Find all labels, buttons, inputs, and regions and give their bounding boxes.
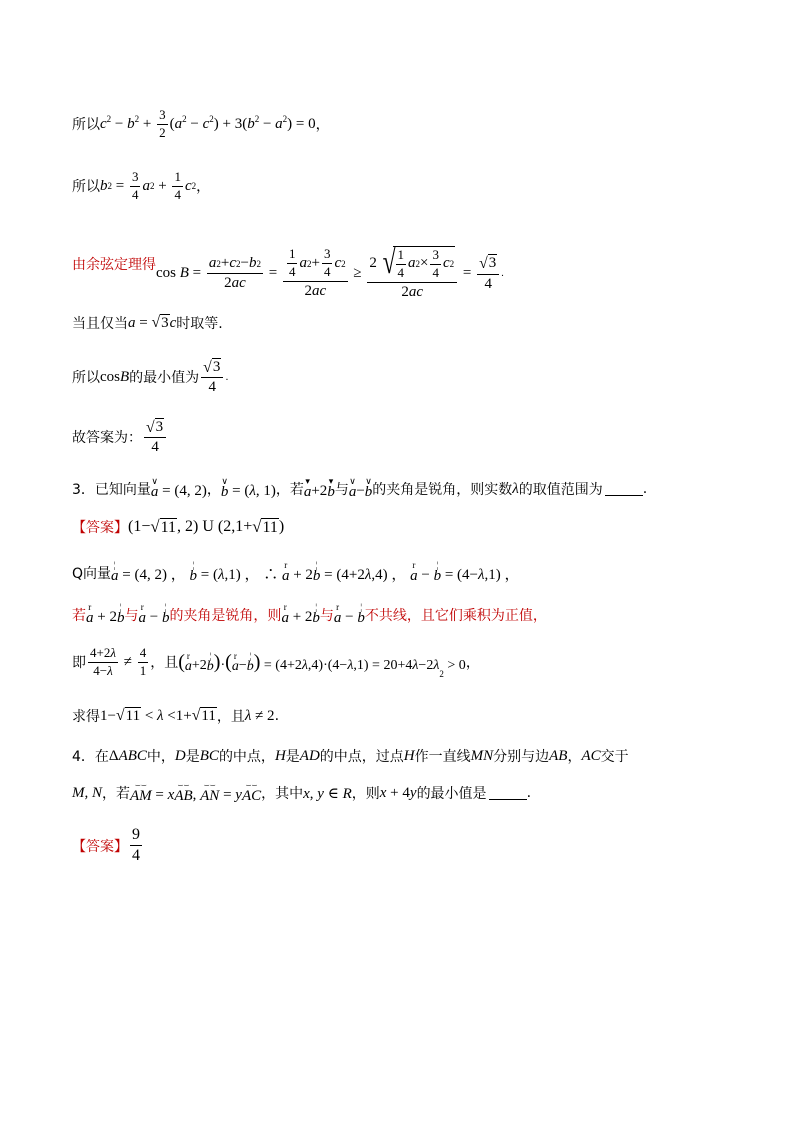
answer-value: $\frac{9}{4}$ — [132, 826, 140, 865]
text: 所以 — [72, 179, 100, 196]
answer-value: (1− √ 11 , 2) U (2,1+ √ 11 ) — [128, 516, 285, 536]
text: 当且仅当 — [72, 316, 128, 332]
q3-solution-4: 求得 1− √ 11 < λ <1+ √ 11 ，且 λ ≠ 2 . — [72, 707, 280, 725]
solution-line-5: 所以 cosB 的最小值为 √ 3 4 . — [72, 358, 229, 396]
question-4-cont: M, N ，若 ⌣⌣ AM = x ⌣⌣ AB , ⌣⌣ AN = y ⌣⌣ AC ，其中 x, y ∈ R ，则 x + 4y 的最小值是 . — [72, 780, 532, 804]
solution-line-3 — [72, 232, 504, 301]
question-3: 3． 已知向量 ∨ a = (4, 2) ， ∨ b = ( λ , 1) ，若 ▾ a +2 ▾ b 与 ∨ a − ∨ b 的夹角是锐角，则实数 λ 的取值范围为 . — [72, 476, 648, 500]
solution-line-2: 所以 b 2 = $\frac{3}{4}$ a 2 + $\frac{1}{4}$ c 2 ， — [72, 169, 211, 202]
answer-blank — [489, 787, 527, 800]
solution-line-1: 所以 $c^2 - b^2$ + $\frac{3}{2}$ $(a^2 - c^2) + 3(b^2 - a^2) = 0$ ， — [72, 107, 330, 140]
solution-line-4 — [72, 313, 223, 333]
equation: b 2 = $\frac{3}{4}$ a 2 + $\frac{1}{4}$ c 2 — [100, 169, 197, 202]
text: 时取等. — [176, 316, 223, 332]
solution-line-6: 故答案为： √ 3 4 — [72, 418, 168, 457]
equation: a = √ 3 c — [128, 314, 177, 332]
question-4: 4． 在 ΔABC 中， D 是 BC 的中点， H 是 AD 的中点，过点 H 作一直线 MN 分别与边 AB ， AC 交于 — [72, 747, 629, 765]
q3-solution-1: Q向量 ¦ a = (4, 2) ， ¦ b = ( λ ,1) ， ∴ r a + 2 ¦ b = (4+2 λ ,4) ， r a − ¦ b = (4− λ ,1) ， — [72, 560, 520, 584]
text: 所以 — [72, 117, 100, 134]
q3-solution-2: 若 r a + 2 ¦ b 与 r a − ¦ b 的夹角是锐角，则 r a + 2 ¦ b 与 r a − ¦ b 不共线，且它们乘积为正值， — [72, 602, 547, 626]
answer-blank — [605, 483, 643, 496]
equation: cos B = a 2 + c 2 − b 2 2 ac = $\frac{1}{4}$ a 2 + $\frac{3}{4}$ c 2 2 ac ≥ 2 √ $\frac{1}{4}$ a 2 × $\frac{3}{4}$ c 2 2 ac = √ 3 4 . — [156, 244, 504, 300]
q4-answer: 【答案】 $\frac{9}{4}$ — [72, 826, 140, 865]
text: 由余弦定理得 — [72, 256, 156, 273]
text: 故答案为： — [72, 430, 142, 447]
q3-solution-3: 即 4+2 λ 4− λ ≠ $\frac{4}{1}$ ，且 ( r a +2 ¦ b ) · ( r a − ¦ b ) = (4+2 λ ,4)·(4− λ ,1) = 20+4 λ −2 λ 2 > 0 ， — [72, 645, 480, 679]
text: 所以 — [72, 370, 100, 387]
text: 的最小值为 — [129, 370, 200, 387]
q3-answer: 【答案】 (1− √ 11 , 2) U (2,1+ √ 11 ) — [72, 516, 285, 536]
equation: $c^2 - b^2$ + $\frac{3}{2}$ $(a^2 - c^2) + 3(b^2 - a^2) = 0$ — [100, 107, 316, 140]
